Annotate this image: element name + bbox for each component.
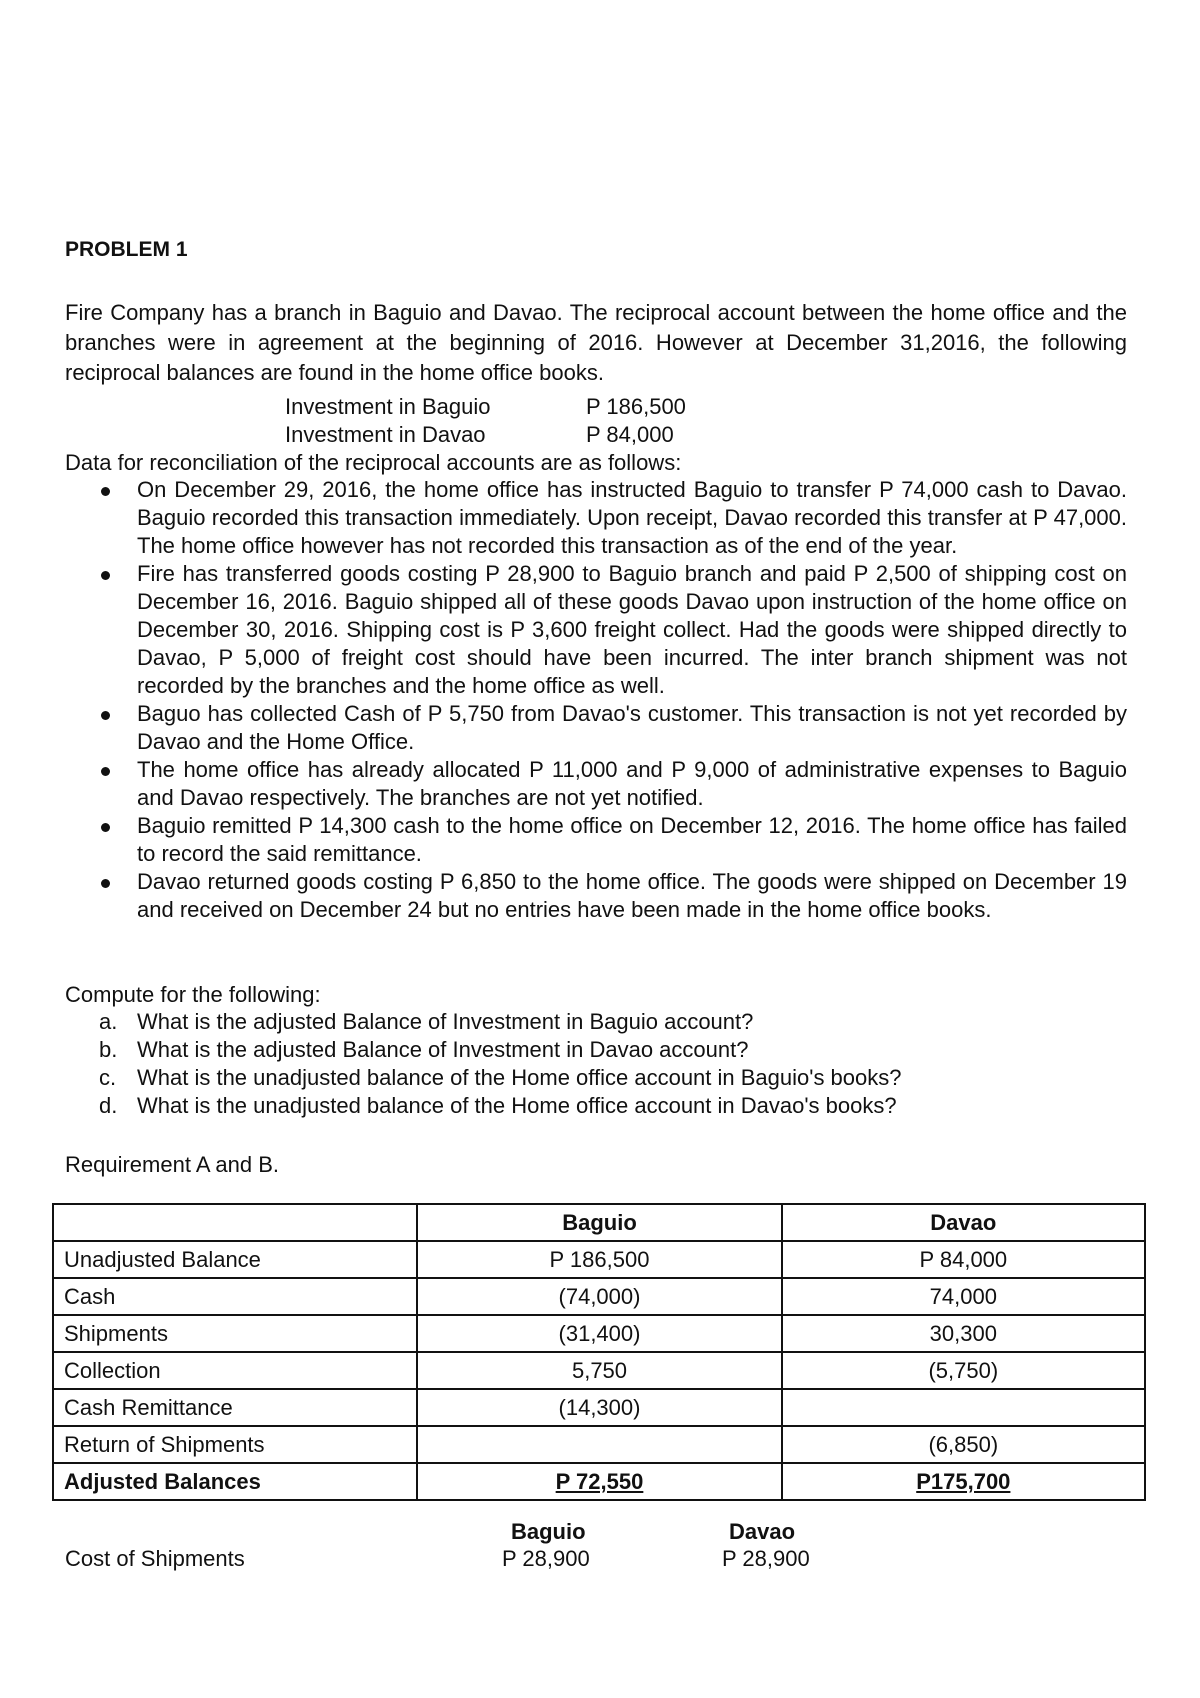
row-label: Shipments <box>53 1315 417 1352</box>
question-item <box>65 1064 1127 1092</box>
baguio-value: (14,300) <box>417 1389 781 1426</box>
reconciliation-data-list <box>65 476 1127 924</box>
row-label: Cash Remittance <box>53 1389 417 1426</box>
total-label: Adjusted Balances <box>53 1463 417 1500</box>
list-item: Fire has transferred goods costing P 28,900 to Baguio branch and paid P 2,500 of shipping cost on December 16, 2016. Baguio shipped all of these goods Davao upon instruction of the home office on December 30, 2016. Shipping cost is P 3,600 freight collect. Had the goods were shipped directly to Davao, P 5,000 of freight cost should have been incurred. The inter branch shipment was not recorded by the branches and the home office as well. <box>65 560 1127 700</box>
header-cell-empty <box>53 1204 417 1241</box>
table-row <box>53 1315 1145 1352</box>
balance-value: P 84,000 <box>586 422 674 447</box>
list-item: The home office has already allocated P 11,000 and P 9,000 of administrative expenses to Baguio and Davao respectively. The branches are not yet notified. <box>65 756 1127 812</box>
question-text: What is the unadjusted balance of the Home office account in Baguio's books? <box>137 1065 902 1090</box>
cost-davao-value: P 28,900 <box>722 1546 810 1571</box>
list-item: Davao returned goods costing P 6,850 to the home office. The goods were shipped on December 19 and received on December 24 but no entries have been made in the home office books. <box>65 868 1127 924</box>
questions-list <box>65 1008 1127 1120</box>
cost-of-shipments-label: Cost of Shipments <box>65 1546 245 1571</box>
intro-paragraph: Fire Company has a branch in Baguio and Davao. The reciprocal account between the home office and the branches were in agreement at the beginning of 2016. However at December 31,2016, the following reciprocal balances are found in the home office books. <box>65 300 1127 385</box>
row-label: Cash <box>53 1278 417 1315</box>
question-text: What is the unadjusted balance of the Home office account in Davao's books? <box>137 1093 897 1118</box>
table-total-row <box>53 1463 1145 1500</box>
cost-header-baguio: Baguio <box>511 1519 586 1544</box>
problem-title: PROBLEM 1 <box>65 238 188 261</box>
table-row <box>53 1426 1145 1463</box>
cost-header-davao: Davao <box>729 1519 796 1544</box>
list-item: Baguio remitted P 14,300 cash to the home office on December 12, 2016. The home office has failed to record the said remittance. <box>65 812 1127 868</box>
row-label: Unadjusted Balance <box>53 1241 417 1278</box>
question-item <box>65 1008 1127 1036</box>
question-item <box>65 1092 1127 1120</box>
baguio-value: P 186,500 <box>417 1241 781 1278</box>
header-cell-baguio: Baguio <box>417 1204 781 1241</box>
question-text: What is the adjusted Balance of Investment in Baguio account? <box>137 1009 754 1034</box>
data-heading: Data for reconciliation of the reciprocal accounts are as follows: <box>65 450 682 475</box>
total-baguio <box>417 1463 781 1500</box>
davao-value: P 84,000 <box>782 1241 1145 1278</box>
davao-value: (6,850) <box>782 1426 1145 1463</box>
total-baguio-value: P 72,550 <box>555 1468 644 1494</box>
header-cell-davao: Davao <box>782 1204 1145 1241</box>
row-label: Return of Shipments <box>53 1426 417 1463</box>
table-row <box>53 1278 1145 1315</box>
list-item: On December 29, 2016, the home office has instructed Baguio to transfer P 74,000 cash to Davao. Baguio recorded this transaction immediately. Upon receipt, Davao recorded this transfer at P 47,000. The home office however has not recorded this transaction as of the end of the year. <box>65 476 1127 560</box>
davao-value: 74,000 <box>782 1278 1145 1315</box>
baguio-value: 5,750 <box>417 1352 781 1389</box>
davao-value <box>782 1389 1145 1426</box>
compute-heading: Compute for the following: <box>65 982 321 1007</box>
question-marker: d. <box>99 1093 118 1118</box>
list-item: Baguo has collected Cash of P 5,750 from Davao's customer. This transaction is not yet recorded by Davao and the Home Office. <box>65 700 1127 756</box>
question-marker: b. <box>99 1037 118 1062</box>
question-marker: a. <box>99 1009 118 1034</box>
davao-value: (5,750) <box>782 1352 1145 1389</box>
question-marker: c. <box>99 1065 117 1090</box>
table-row <box>53 1241 1145 1278</box>
cost-baguio-value: P 28,900 <box>502 1546 590 1571</box>
baguio-value: (31,400) <box>417 1315 781 1352</box>
row-label: Collection <box>53 1352 417 1389</box>
total-davao-value: P175,700 <box>916 1468 1011 1494</box>
question-item <box>65 1036 1127 1064</box>
table-row <box>53 1389 1145 1426</box>
balance-label: Investment in Baguio <box>285 394 491 419</box>
table-header-row <box>53 1204 1145 1241</box>
balance-label: Investment in Davao <box>285 422 486 447</box>
balance-value: P 186,500 <box>586 394 686 419</box>
baguio-value <box>417 1426 781 1463</box>
reconciliation-table <box>52 1203 1146 1501</box>
table-row <box>53 1352 1145 1389</box>
question-text: What is the adjusted Balance of Investment in Davao account? <box>137 1037 749 1062</box>
requirement-label: Requirement A and B. <box>65 1152 280 1177</box>
baguio-value: (74,000) <box>417 1278 781 1315</box>
total-davao <box>782 1463 1145 1500</box>
davao-value: 30,300 <box>782 1315 1145 1352</box>
